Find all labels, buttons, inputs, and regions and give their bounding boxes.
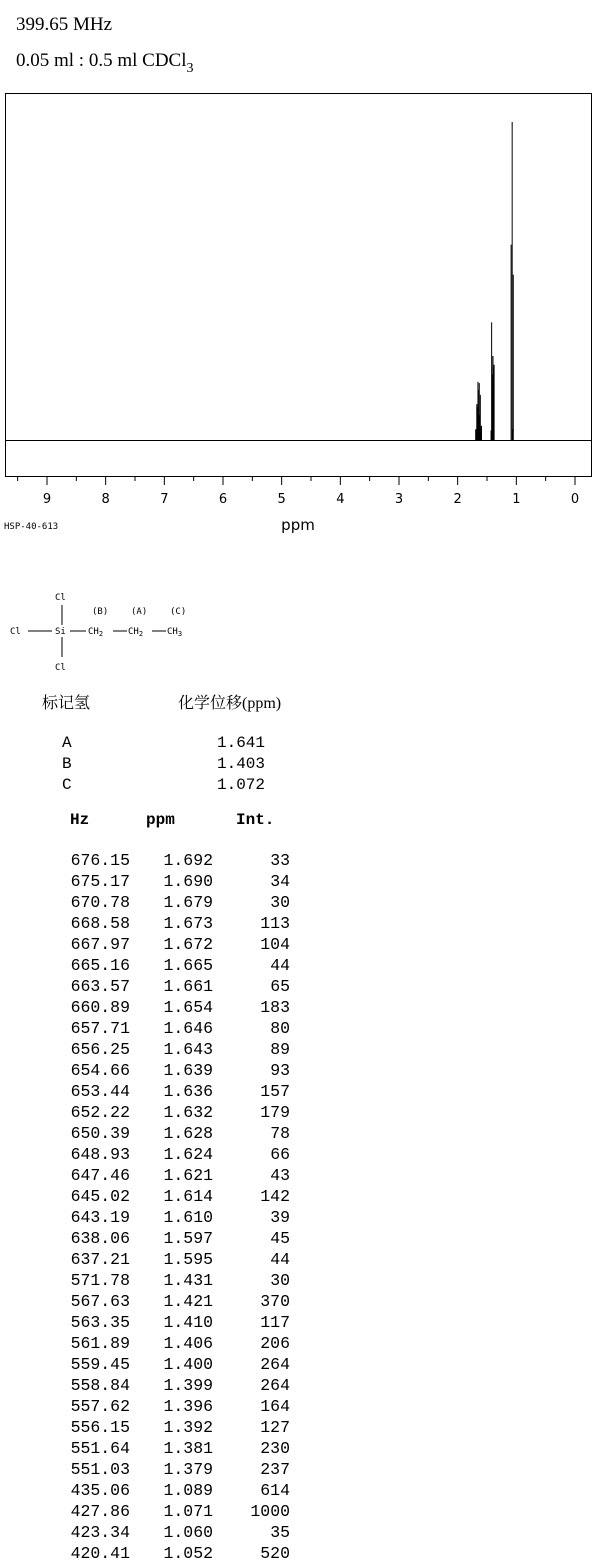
ppm-cell: 1.597 <box>163 1229 213 1248</box>
hz-cell: 660.89 <box>70 998 130 1017</box>
table-row <box>0 1459 300 1480</box>
x-tick-label: 6 <box>218 492 228 507</box>
hz-cell: 571.78 <box>70 1271 130 1290</box>
table-row <box>0 1081 300 1102</box>
ch2-b: $CH_2$ <box>88 627 104 638</box>
hz-cell: 668.58 <box>70 914 130 933</box>
hz-cell: 653.44 <box>70 1082 130 1101</box>
ppm-cell: 1.410 <box>163 1313 213 1332</box>
hz-cell: 652.22 <box>70 1103 130 1122</box>
molecular-structure <box>0 585 300 680</box>
x-tick-label: 4 <box>336 492 345 507</box>
hz-cell: 663.57 <box>70 977 130 996</box>
int-cell: 520 <box>260 1544 290 1563</box>
hz-cell: 665.16 <box>70 956 130 975</box>
hz-cell: 656.25 <box>70 1040 130 1059</box>
ppm-cell: 1.665 <box>163 956 213 975</box>
ppm-cell: 1.399 <box>163 1376 213 1395</box>
ppm-cell: 1.381 <box>163 1439 213 1458</box>
hz-cell: 561.89 <box>70 1334 130 1353</box>
hz-cell: 648.93 <box>70 1145 130 1164</box>
table-row <box>0 1060 300 1081</box>
table-row <box>0 1438 300 1459</box>
assignment-value: 1.403 <box>217 755 266 773</box>
assignment-label: B <box>62 755 72 773</box>
table-row <box>0 892 300 913</box>
table-row <box>0 1228 300 1249</box>
int-cell: 45 <box>270 1229 290 1248</box>
hz-cell: 676.15 <box>70 851 130 870</box>
table-row <box>0 1396 300 1417</box>
hz-cell: 558.84 <box>70 1376 130 1395</box>
table-row <box>0 1123 300 1144</box>
int-cell: 179 <box>260 1103 290 1122</box>
x-tick-label: 8 <box>101 492 110 507</box>
int-cell: 117 <box>260 1313 290 1332</box>
assignment-row <box>62 755 266 773</box>
table-row <box>0 1354 300 1375</box>
int-cell: 104 <box>260 935 290 954</box>
ppm-cell: 1.610 <box>163 1208 213 1227</box>
int-cell: 93 <box>270 1061 290 1080</box>
hz-cell: 643.19 <box>70 1208 130 1227</box>
int-cell: 127 <box>260 1418 290 1437</box>
hz-cell: 563.35 <box>70 1313 130 1332</box>
table-row <box>0 976 300 997</box>
hz-cell: 557.62 <box>70 1397 130 1416</box>
ppm-cell: 1.679 <box>163 893 213 912</box>
si-atom: Si <box>55 627 66 637</box>
plot-frame <box>6 94 592 477</box>
int-cell: 113 <box>260 914 290 933</box>
table-row <box>0 1291 300 1312</box>
int-cell: 78 <box>270 1124 290 1143</box>
ppm-cell: 1.639 <box>163 1061 213 1080</box>
peak-table <box>0 850 300 1564</box>
int-cell: 157 <box>260 1082 290 1101</box>
int-cell: 264 <box>260 1376 290 1395</box>
nmr-spectrum-chart <box>0 0 595 540</box>
int-cell: 206 <box>260 1334 290 1353</box>
int-cell: 65 <box>270 977 290 996</box>
ppm-cell: 1.661 <box>163 977 213 996</box>
hz-cell: 675.17 <box>70 872 130 891</box>
ppm-cell: 1.654 <box>163 998 213 1017</box>
ppm-cell: 1.643 <box>163 1040 213 1059</box>
ppm-cell: 1.060 <box>163 1523 213 1542</box>
table-row <box>0 1543 300 1564</box>
ppm-cell: 1.392 <box>163 1418 213 1437</box>
sample-text: 0.05 ml : 0.5 ml CDCl <box>16 50 187 71</box>
ppm-cell: 1.621 <box>163 1166 213 1185</box>
ch3-c: $CH_3$ <box>167 627 183 638</box>
cl-left: Cl <box>10 627 21 637</box>
x-tick-label: 9 <box>42 492 52 507</box>
hz-cell: 638.06 <box>70 1229 130 1248</box>
sample-subscript: 3 <box>186 61 194 76</box>
table-row <box>0 1249 300 1270</box>
assignment-value: 1.072 <box>217 776 266 794</box>
int-cell: 43 <box>270 1166 290 1185</box>
ppm-cell: 1.052 <box>163 1544 213 1563</box>
hz-cell: 657.71 <box>70 1019 130 1038</box>
ppm-cell: 1.400 <box>163 1355 213 1374</box>
x-tick-label: 1 <box>512 492 521 507</box>
x-tick-label: 7 <box>160 492 169 507</box>
assignment-header-hydrogen: 标记氢 <box>42 695 91 712</box>
int-cell: 33 <box>270 851 290 870</box>
table-row <box>0 1333 300 1354</box>
int-cell: 30 <box>270 1271 290 1290</box>
ppm-cell: 1.628 <box>163 1124 213 1143</box>
ppm-cell: 1.431 <box>163 1271 213 1290</box>
hz-cell: 427.86 <box>70 1502 130 1521</box>
header-hz: Hz <box>70 811 90 829</box>
x-tick-label: 0 <box>570 492 580 507</box>
hz-cell: 670.78 <box>70 893 130 912</box>
int-cell: 230 <box>260 1439 290 1458</box>
int-cell: 183 <box>260 998 290 1017</box>
int-cell: 44 <box>270 1250 290 1269</box>
assignment-header-shift: 化学位移(ppm) <box>178 695 282 712</box>
int-cell: 35 <box>270 1523 290 1542</box>
int-cell: 39 <box>270 1208 290 1227</box>
ppm-cell: 1.692 <box>163 851 213 870</box>
ppm-cell: 1.396 <box>163 1397 213 1416</box>
spectrum-peaks <box>476 122 514 440</box>
ppm-cell: 1.636 <box>163 1082 213 1101</box>
assignment-label: C <box>62 776 72 794</box>
label-c: (C) <box>170 607 187 617</box>
table-row <box>0 1501 300 1522</box>
label-b: (B) <box>92 607 109 617</box>
table-row <box>0 1207 300 1228</box>
table-row <box>0 955 300 976</box>
table-row <box>0 850 300 871</box>
x-tick-label: 2 <box>453 492 462 507</box>
int-cell: 264 <box>260 1355 290 1374</box>
cl-top: Cl <box>55 593 66 603</box>
ppm-cell: 1.632 <box>163 1103 213 1122</box>
table-row <box>0 1480 300 1501</box>
ppm-cell: 1.595 <box>163 1250 213 1269</box>
hz-cell: 645.02 <box>70 1187 130 1206</box>
int-cell: 89 <box>270 1040 290 1059</box>
table-row <box>0 1018 300 1039</box>
hz-cell: 654.66 <box>70 1061 130 1080</box>
hz-cell: 420.41 <box>70 1544 130 1563</box>
int-cell: 1000 <box>250 1502 290 1521</box>
table-row <box>0 913 300 934</box>
assignment-row <box>62 776 266 794</box>
int-cell: 66 <box>270 1145 290 1164</box>
x-tick-label: 3 <box>394 492 404 507</box>
hz-cell: 567.63 <box>70 1292 130 1311</box>
ppm-cell: 1.690 <box>163 872 213 891</box>
int-cell: 80 <box>270 1019 290 1038</box>
header-int: Int. <box>236 811 275 829</box>
table-row <box>0 1522 300 1543</box>
ppm-cell: 1.614 <box>163 1187 213 1206</box>
spectrum-code: HSP-40-613 <box>4 522 59 532</box>
table-row <box>0 1165 300 1186</box>
table-row <box>0 997 300 1018</box>
hz-cell: 551.03 <box>70 1460 130 1479</box>
assignment-value: 1.641 <box>217 734 266 752</box>
ppm-cell: 1.089 <box>163 1481 213 1500</box>
int-cell: 237 <box>260 1460 290 1479</box>
spectrometer-frequency: 399.65 MHz <box>16 14 113 35</box>
cl-bottom: Cl <box>55 663 66 673</box>
table-row <box>0 1102 300 1123</box>
x-tick-label: 5 <box>277 492 286 507</box>
table-row <box>0 1270 300 1291</box>
header-ppm: ppm <box>146 811 175 829</box>
ppm-cell: 1.673 <box>163 914 213 933</box>
hz-cell: 551.64 <box>70 1439 130 1458</box>
hz-cell: 435.06 <box>70 1481 130 1500</box>
x-axis-ticks <box>18 477 579 507</box>
ppm-cell: 1.071 <box>163 1502 213 1521</box>
assignment-row <box>62 734 266 752</box>
ppm-cell: 1.646 <box>163 1019 213 1038</box>
assignment-label: A <box>62 734 72 752</box>
x-axis-label: ppm <box>281 516 315 534</box>
table-row <box>0 1039 300 1060</box>
table-row <box>0 1186 300 1207</box>
int-cell: 142 <box>260 1187 290 1206</box>
hz-cell: 559.45 <box>70 1355 130 1374</box>
hz-cell: 556.15 <box>70 1418 130 1437</box>
hz-cell: 650.39 <box>70 1124 130 1143</box>
int-cell: 30 <box>270 893 290 912</box>
ppm-cell: 1.672 <box>163 935 213 954</box>
hz-cell: 667.97 <box>70 935 130 954</box>
int-cell: 44 <box>270 956 290 975</box>
table-row <box>0 1417 300 1438</box>
table-row <box>0 934 300 955</box>
table-row <box>0 1375 300 1396</box>
int-cell: 164 <box>260 1397 290 1416</box>
ppm-cell: 1.379 <box>163 1460 213 1479</box>
int-cell: 614 <box>260 1481 290 1500</box>
table-row <box>0 1312 300 1333</box>
ppm-cell: 1.421 <box>163 1292 213 1311</box>
hz-cell: 637.21 <box>70 1250 130 1269</box>
ch2-a: $CH_2$ <box>128 627 144 638</box>
table-row <box>0 1144 300 1165</box>
hz-cell: 647.46 <box>70 1166 130 1185</box>
int-cell: 34 <box>270 872 290 891</box>
hz-cell: 423.34 <box>70 1523 130 1542</box>
label-a: (A) <box>131 607 148 617</box>
int-cell: 370 <box>260 1292 290 1311</box>
ppm-cell: 1.406 <box>163 1334 213 1353</box>
table-row <box>0 871 300 892</box>
ppm-cell: 1.624 <box>163 1145 213 1164</box>
